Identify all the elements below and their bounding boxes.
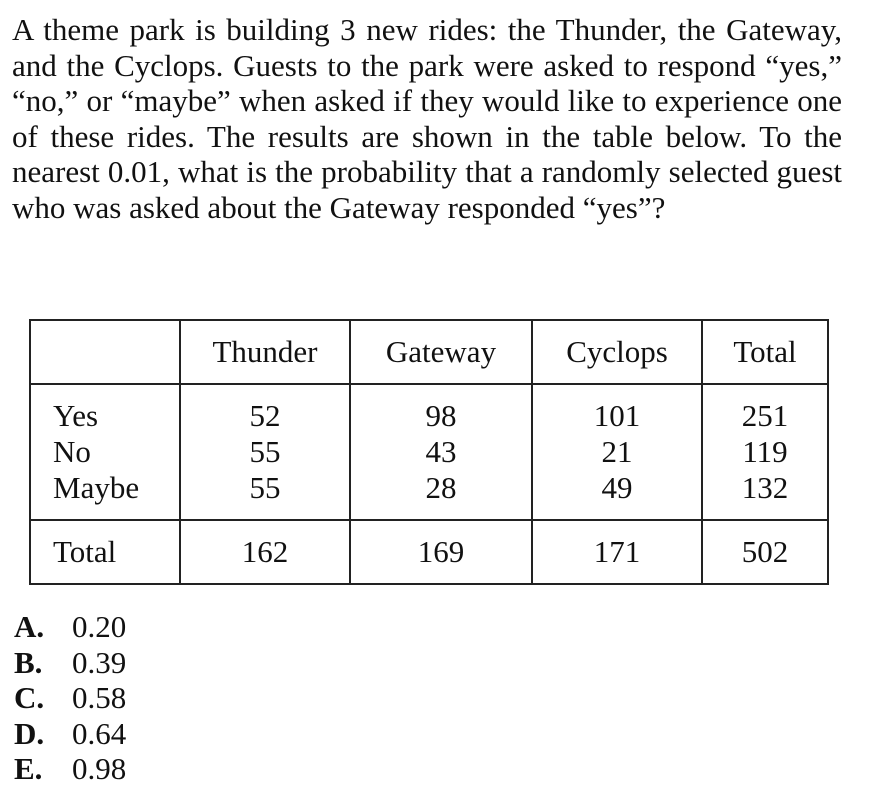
- choice-value: 0.20: [72, 609, 127, 644]
- total-maybe: 132: [741, 470, 789, 505]
- cyclops-no: 21: [601, 434, 633, 469]
- cyclops-yes: 101: [593, 398, 641, 433]
- row-labels-cell: [30, 384, 180, 520]
- choice-b[interactable]: [14, 645, 126, 681]
- gateway-no: 43: [425, 434, 457, 469]
- survey-table: [29, 319, 829, 585]
- row-label-no: No: [53, 434, 91, 469]
- gateway-yes: 98: [425, 398, 457, 433]
- choice-letter: A.: [14, 609, 45, 644]
- thunder-values-cell: [180, 384, 350, 520]
- total-row-label: Total: [30, 520, 180, 584]
- choice-value: 0.98: [72, 751, 127, 786]
- choice-e[interactable]: [14, 751, 126, 787]
- choice-d[interactable]: [14, 716, 126, 752]
- gateway-maybe: 28: [425, 470, 457, 505]
- total-gateway: 169: [350, 520, 532, 584]
- total-values-cell: [702, 384, 828, 520]
- choice-value: 0.58: [72, 680, 127, 715]
- table-total-row: [30, 520, 828, 584]
- gateway-values-cell: [350, 384, 532, 520]
- choice-c[interactable]: [14, 680, 126, 716]
- choice-a[interactable]: [14, 609, 126, 645]
- thunder-yes: 52: [249, 398, 281, 433]
- question-text: A theme park is building 3 new rides: the Thunder, the Gateway, and the Cyclops. Guests to the park were asked to respond “yes,” “no,” or “maybe” when asked if they would like to experience one of these rides. The results are shown in the table below. To the nearest 0.01, what is the probability that a randomly selected guest who was asked about the Gateway responded “yes”?: [12, 12, 842, 225]
- choice-value: 0.64: [72, 715, 127, 751]
- table-body-row: [30, 384, 828, 520]
- thunder-maybe: 55: [249, 470, 281, 505]
- choice-letter: D.: [14, 715, 45, 751]
- total-thunder: 162: [180, 520, 350, 584]
- total-no: 119: [742, 434, 788, 469]
- cyclops-values-cell: [532, 384, 702, 520]
- cyclops-maybe: 49: [601, 470, 633, 505]
- header-total: Total: [702, 320, 828, 384]
- total-yes: 251: [741, 398, 789, 433]
- header-thunder: Thunder: [180, 320, 350, 384]
- choice-value: 0.39: [72, 644, 127, 680]
- header-cyclops: Cyclops: [532, 320, 702, 384]
- total-cyclops: 171: [532, 520, 702, 584]
- thunder-no: 55: [249, 434, 281, 469]
- header-empty-cell: [30, 320, 180, 384]
- row-label-yes: Yes: [53, 398, 99, 433]
- choice-letter: E.: [14, 751, 43, 786]
- row-label-maybe: Maybe: [53, 470, 140, 505]
- choice-letter: C.: [14, 680, 45, 715]
- header-gateway: Gateway: [350, 320, 532, 384]
- total-grand: 502: [702, 520, 828, 584]
- answer-choices: [14, 609, 126, 787]
- choice-letter: B.: [14, 644, 43, 680]
- table-header-row: [30, 320, 828, 384]
